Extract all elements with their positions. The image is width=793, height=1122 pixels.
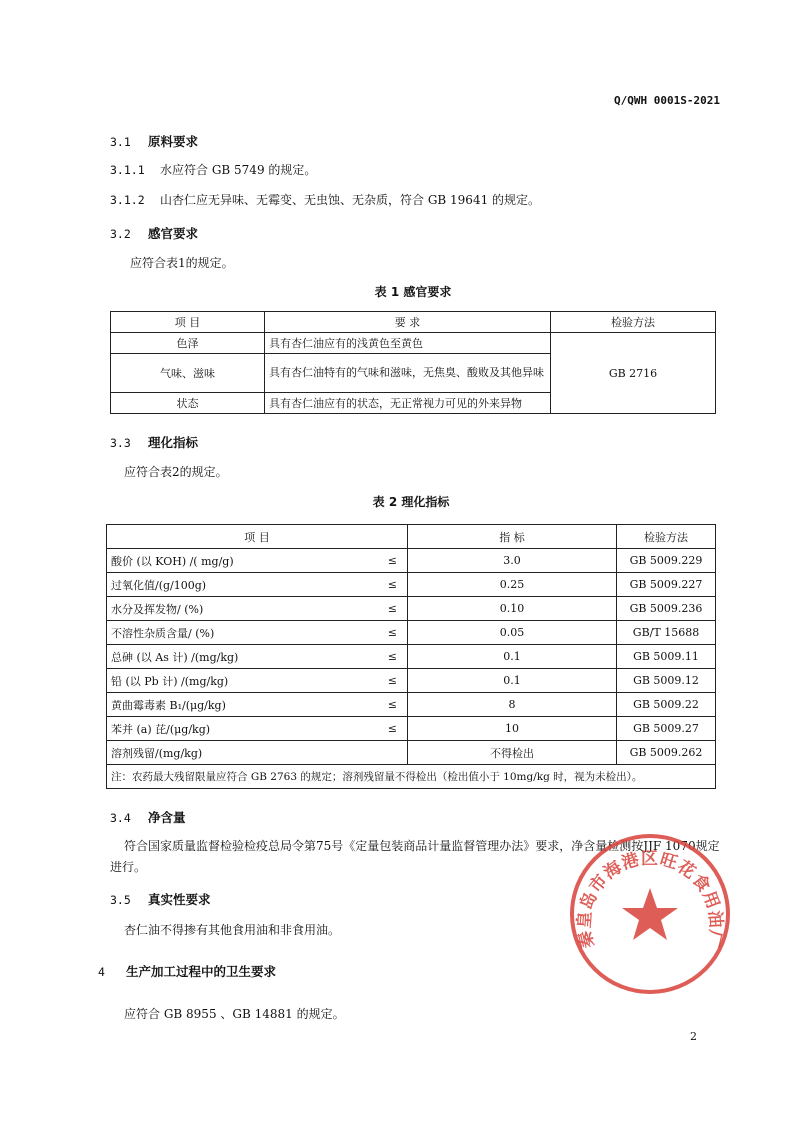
- value-cell: 0.1: [408, 669, 617, 693]
- requirement-cell: 具有杏仁油应有的状态，无正常视力可见的外来异物: [265, 393, 551, 414]
- table-1-caption: 表 1 感官要求: [374, 285, 452, 299]
- item-cell: 总砷 (以 As 计) /(mg/kg): [107, 645, 363, 669]
- value-cell: 0.25: [408, 573, 617, 597]
- section-title: 理化指标: [148, 435, 199, 450]
- clause-number: 3.1.1: [110, 163, 145, 177]
- comparison-symbol: ≤: [363, 573, 408, 597]
- clause-text: 山杏仁应无异味、无霉变、无虫蚀、无杂质，符合 GB 19641 的规定。: [160, 193, 541, 207]
- item-cell: 不溶性杂质含量/ (%): [107, 621, 363, 645]
- method-cell: GB 5009.27: [617, 717, 716, 741]
- item-cell: 气味、滋味: [111, 354, 265, 393]
- seal-stamp-icon: [566, 830, 734, 998]
- item-cell: 状态: [111, 393, 265, 414]
- section-title: 生产加工过程中的卫生要求: [126, 964, 277, 979]
- section-number: 3.3: [110, 436, 131, 450]
- table-header-item: 项 目: [111, 312, 265, 333]
- table-row: [107, 621, 716, 645]
- value-cell: 0.1: [408, 645, 617, 669]
- section-number: 3.1: [110, 135, 131, 149]
- value-cell: 10: [408, 717, 617, 741]
- item-cell: 铅 (以 Pb 计) /(mg/kg): [107, 669, 363, 693]
- table-note-row: [107, 765, 716, 789]
- clause-3-1-1: [110, 160, 316, 181]
- comparison-symbol: ≤: [363, 549, 408, 573]
- table-row: [107, 549, 716, 573]
- table-header-method: 检验方法: [551, 312, 716, 333]
- table-header-method: 检验方法: [617, 525, 716, 549]
- method-cell: GB 5009.262: [617, 741, 716, 765]
- physicochemical-table: [106, 524, 716, 789]
- item-cell: 过氧化值/(g/100g): [107, 573, 363, 597]
- company-seal: [566, 830, 734, 1002]
- section-3-3-text: 应符合表2的规定。: [124, 465, 228, 479]
- table-row: [107, 717, 716, 741]
- item-cell: 水分及挥发物/ (%): [107, 597, 363, 621]
- section-3-3-heading: [110, 433, 198, 451]
- section-title: 净含量: [148, 810, 186, 825]
- section-number: 4: [98, 965, 105, 979]
- value-cell: 0.10: [408, 597, 617, 621]
- clause-text: 水应符合 GB 5749 的规定。: [160, 163, 317, 177]
- method-cell: GB 5009.236: [617, 597, 716, 621]
- comparison-symbol: ≤: [363, 669, 408, 693]
- method-cell: GB 5009.12: [617, 669, 716, 693]
- table-header-requirement: 要 求: [265, 312, 551, 333]
- section-title: 真实性要求: [148, 892, 211, 907]
- section-3-5-text: 杏仁油不得掺有其他食用油和非食用油。: [124, 923, 341, 937]
- section-3-4-heading: [110, 808, 186, 826]
- value-cell: 8: [408, 693, 617, 717]
- section-4-text: 应符合 GB 8955 、GB 14881 的规定。: [124, 1007, 345, 1021]
- comparison-symbol: [363, 741, 408, 765]
- item-cell: 酸价 (以 KOH) /( mg/g): [107, 549, 363, 573]
- section-number: 3.5: [110, 893, 131, 907]
- table-row: [107, 645, 716, 669]
- item-cell: 色泽: [111, 333, 265, 354]
- table-2-caption: 表 2 理化指标: [372, 495, 450, 509]
- table-row: [107, 741, 716, 765]
- seal-text: 秦皇岛市海港区旺花食用油厂: [574, 848, 726, 950]
- section-3-4-text: 符合国家质量监督检验检疫总局令第75号《定量包装商品计量监督管理办法》要求，净含量检测按JJF 1070规定进行。: [110, 839, 720, 874]
- value-cell: 3.0: [408, 549, 617, 573]
- section-number: 3.2: [110, 227, 131, 241]
- table-row: [107, 669, 716, 693]
- clause-number: 3.1.2: [110, 193, 145, 207]
- requirement-cell: 具有杏仁油特有的气味和滋味，无焦臭、酸败及其他异味: [265, 354, 551, 393]
- comparison-symbol: ≤: [363, 621, 408, 645]
- value-cell: 0.05: [408, 621, 617, 645]
- section-3-1-heading: [110, 132, 198, 150]
- value-cell: 不得检出: [408, 741, 617, 765]
- page-number: 2: [690, 1030, 697, 1043]
- sensory-table: [110, 311, 716, 414]
- section-4-heading: [98, 962, 276, 980]
- comparison-symbol: ≤: [363, 597, 408, 621]
- section-title: 感官要求: [148, 226, 199, 241]
- table-row: [107, 573, 716, 597]
- clause-3-1-2: [110, 190, 540, 211]
- method-cell: GB 5009.227: [617, 573, 716, 597]
- section-3-5-heading: [110, 890, 211, 908]
- table-row: [107, 693, 716, 717]
- section-title: 原料要求: [148, 134, 199, 149]
- method-cell: GB 5009.229: [617, 549, 716, 573]
- table-row: [111, 333, 716, 354]
- comparison-symbol: ≤: [363, 645, 408, 669]
- section-3-2-heading: [110, 224, 198, 242]
- requirement-cell: 具有杏仁油应有的浅黄色至黄色: [265, 333, 551, 354]
- table-row: [107, 597, 716, 621]
- item-cell: 溶剂残留/(mg/kg): [107, 741, 363, 765]
- section-3-2-text: 应符合表1的规定。: [130, 256, 234, 270]
- item-cell: 苯并 (a) 芘/(μg/kg): [107, 717, 363, 741]
- document-code: Q/QWH 0001S-2021: [614, 94, 720, 107]
- table-note: 注：农药最大残留限量应符合 GB 2763 的规定；溶剂残留量不得检出（检出值小于 10mg/kg 时，视为未检出）。: [107, 765, 716, 789]
- item-cell: 黄曲霉毒素 B₁/(μg/kg): [107, 693, 363, 717]
- method-cell: GB/T 15688: [617, 621, 716, 645]
- method-cell: GB 2716: [551, 333, 716, 414]
- comparison-symbol: ≤: [363, 693, 408, 717]
- section-number: 3.4: [110, 811, 131, 825]
- method-cell: GB 5009.22: [617, 693, 716, 717]
- table-header-item: 项 目: [107, 525, 408, 549]
- method-cell: GB 5009.11: [617, 645, 716, 669]
- table-header-value: 指 标: [408, 525, 617, 549]
- comparison-symbol: ≤: [363, 717, 408, 741]
